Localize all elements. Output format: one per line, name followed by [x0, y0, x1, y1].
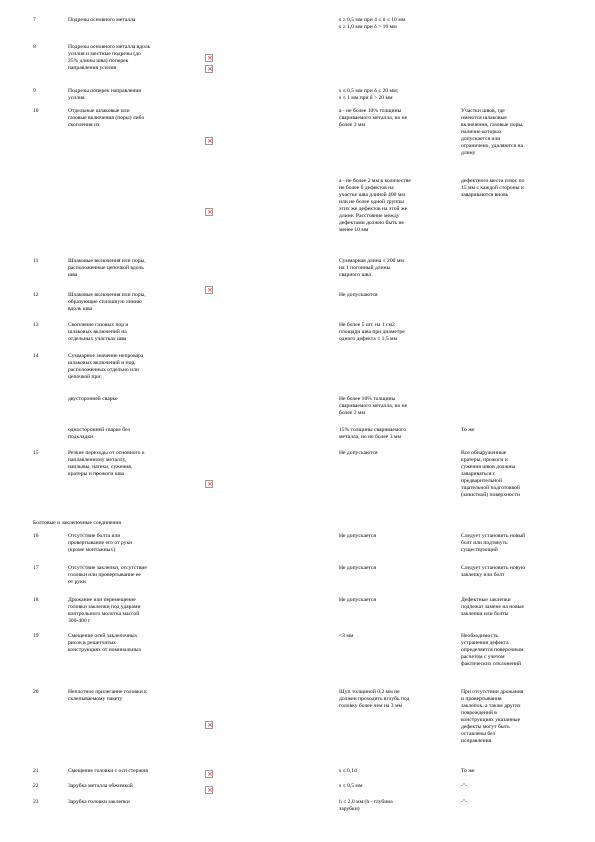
remedy-note-line: наличие которых: [461, 129, 502, 135]
remedy-note-line: дефекты могут быть: [461, 724, 510, 730]
remedy-note: [461, 565, 569, 579]
defect-description-line: конструкциях от номинальных: [68, 647, 142, 653]
requirement-text-line: дефектами должно быть не: [339, 220, 404, 226]
remedy-note-line: -"-: [461, 783, 468, 789]
remedy-note-line: 15 мм с каждой стороны и: [461, 185, 524, 191]
row-number: 8: [33, 44, 36, 50]
requirement-text-line: или не более одной группы: [339, 199, 404, 205]
defect-description-line: рисок в решетчатых: [68, 640, 116, 646]
requirement-text-line: головку более чем на 3 мм: [339, 703, 403, 709]
requirement-text-line: s ≤ 1 мм при δ > 20 мм: [339, 95, 393, 101]
defect-description-line: Шлаковые включения или поры,: [68, 258, 146, 264]
defect-description-line: Резкие переходы от основного к: [68, 450, 145, 456]
defect-description-line: подкладки: [68, 434, 94, 440]
remedy-note: [461, 799, 569, 806]
defect-description-line: наплавленному металлу,: [68, 457, 127, 463]
defect-description: [68, 689, 196, 703]
defect-description: [68, 533, 196, 554]
defect-description-line: наплывы, натеки, сужения,: [68, 464, 133, 470]
defect-description-line: Скопление газовых пор и: [68, 322, 129, 328]
remedy-note-line: При отсутствии дрожания: [461, 689, 524, 695]
defect-description-line: расположенных отдельно или: [68, 367, 139, 373]
requirement-text-line: s ≥ 1,0 мм при δ > 10 мм: [339, 24, 397, 30]
row-number: 18: [33, 597, 39, 603]
broken-image-icon: [205, 480, 213, 488]
defect-description-line: скопления их: [68, 122, 100, 128]
remedy-note-line: заклепок, а также других: [461, 703, 521, 709]
remedy-note-line: Следует установить новую: [461, 565, 526, 571]
requirement-text: [339, 178, 457, 234]
row-number: 19: [33, 633, 39, 639]
requirement-text: [339, 768, 457, 775]
requirement-text-line: Не допускается: [339, 533, 377, 539]
defect-description: [68, 799, 196, 806]
requirement-text: [339, 292, 457, 299]
row-number: 15: [33, 450, 39, 456]
remedy-note-line: То же: [461, 768, 475, 774]
defect-description: [68, 597, 196, 625]
row-number: 22: [33, 783, 39, 789]
requirement-text: [339, 450, 457, 457]
requirement-text: [339, 783, 457, 790]
requirement-text-line: а - не более 2 мм в количестве: [339, 178, 411, 184]
defect-description-line: усилия: [68, 95, 85, 101]
defect-description-line: усилия и местные подрезы (до: [68, 51, 141, 57]
remedy-note: [461, 427, 569, 434]
remedy-note-line: завариваться с: [461, 471, 496, 477]
defect-description-line: Отдельные шлаковые или: [68, 108, 130, 114]
broken-image-icon: [205, 770, 213, 778]
requirement-text-line: не более 6 дефектов на: [339, 185, 394, 191]
row-number: 16: [33, 533, 39, 539]
remedy-note: [461, 633, 569, 668]
requirement-text-line: Щуп толщиной 0,2 мм не: [339, 689, 400, 695]
requirement-text-line: Не допускаются: [339, 450, 378, 456]
requirement-text: [339, 427, 457, 441]
requirement-text-line: Не допускаются: [339, 292, 378, 298]
defect-description-line: газовые включения (поры) либо: [68, 115, 145, 121]
requirement-text-line: <3 мм: [339, 633, 354, 639]
defect-description-line: головки или провертывание ее: [68, 572, 141, 578]
defect-description-line: от руки: [68, 579, 86, 585]
remedy-note-line: Необходимость: [461, 633, 498, 639]
remedy-note-line: устранения дефекта: [461, 640, 509, 646]
broken-image-icon: [205, 137, 213, 145]
defect-description-line: вдоль шва: [68, 306, 93, 312]
defect-description-line: расположенные цепочкой вдоль: [68, 265, 144, 271]
requirement-text: [339, 258, 457, 279]
remedy-note-line: заклепку или болт: [461, 572, 505, 578]
defect-description-line: Подрезы поперек направления: [68, 88, 141, 94]
requirement-text-line: а - не более 10% толщины: [339, 108, 402, 114]
requirement-text-line: площади шва при диаметре: [339, 329, 405, 335]
defect-description: [68, 44, 196, 72]
requirement-text: [339, 689, 457, 710]
defect-description: [68, 322, 196, 343]
defect-description-line: склепываемому пакету: [68, 696, 123, 702]
defect-description-line: односторонней сварке без: [68, 427, 130, 433]
remedy-note-line: -"-: [461, 799, 468, 805]
requirement-text-line: s ≤ 0,1d: [339, 768, 357, 774]
row-number: 23: [33, 799, 39, 805]
requirement-text: [339, 597, 457, 604]
defect-description-line: двусторонней сварке: [68, 396, 118, 402]
row-number: 12: [33, 292, 39, 298]
requirement-text-line: Суммарная длина ≤ 200 мм: [339, 258, 404, 264]
row-number: 14: [33, 353, 39, 359]
remedy-note-line: Все обнаруженные: [461, 450, 507, 456]
requirement-text-line: Не более 10% толщины: [339, 396, 396, 402]
requirement-text-line: менее 10 мм: [339, 227, 369, 233]
defect-description: [68, 353, 196, 381]
requirement-text-line: s ≤ 0,5 мм: [339, 783, 363, 789]
remedy-note-line: То же: [461, 427, 475, 433]
defect-description-line: Суммарное значение непровара: [68, 353, 144, 359]
section-title: Болтовые и заклепочные соединения: [33, 520, 121, 526]
defect-description: [68, 108, 196, 129]
defect-description-line: Зарубка металла обжимкой: [68, 783, 133, 789]
remedy-note-line: (зачисткой) поверхности: [461, 492, 520, 498]
requirement-text-line: более 2 мм: [339, 410, 365, 416]
defect-description: [68, 783, 196, 790]
defect-description-line: (кроме монтажных): [68, 547, 116, 553]
defect-description-line: 300-400 г: [68, 618, 91, 624]
defect-description-line: Дрожание или перемещение: [68, 597, 136, 603]
requirement-text-line: h ≤ 2,0 мм (h - глубина: [339, 799, 393, 805]
defect-description: [68, 17, 196, 24]
remedy-note-line: заклепки или болты: [461, 611, 509, 617]
broken-image-icon: [205, 786, 213, 794]
remedy-note: [461, 768, 569, 775]
broken-image-icon: [205, 54, 213, 62]
row-number: 13: [33, 322, 39, 328]
defect-description-line: Отсутствие болта или: [68, 533, 121, 539]
remedy-note: [461, 450, 569, 499]
requirement-text: [339, 17, 457, 31]
remedy-note: [461, 783, 569, 790]
row-number: 21: [33, 768, 39, 774]
requirement-text-line: на 1 погонный длины: [339, 265, 391, 271]
requirement-text-line: длине. Расстояние между: [339, 213, 400, 219]
row-number: 10: [33, 108, 39, 114]
broken-image-icon: [205, 65, 213, 73]
row-number: 9: [33, 88, 36, 94]
defect-description: [68, 633, 196, 654]
defect-description-line: шва: [68, 272, 78, 278]
defect-description-line: кратеры и прожоги шва: [68, 471, 125, 477]
remedy-note-line: Дефектные заклепки: [461, 597, 511, 603]
requirement-text-line: более 3 мм: [339, 122, 365, 128]
defect-description-line: Смещение головки с оси стержня: [68, 768, 148, 774]
requirement-text-line: Не допускается: [339, 597, 377, 603]
defect-description-line: шлаковых включений на: [68, 329, 127, 335]
defect-description: [68, 427, 196, 441]
requirement-text-line: свариваемого металла, но не: [339, 403, 408, 409]
requirement-text-line: Не допускается: [339, 565, 377, 571]
defect-description-line: Отсутствие заклепки, отсутствие: [68, 565, 147, 571]
defect-description: [68, 88, 196, 102]
broken-image-icon: [205, 721, 213, 729]
remedy-note-line: болт или подтянуть: [461, 540, 508, 546]
broken-image-icon: [205, 286, 213, 294]
requirement-text: [339, 533, 457, 540]
remedy-note-line: и провертывания: [461, 696, 502, 702]
requirement-text-line: свариваемого металла, но не: [339, 115, 408, 121]
remedy-note-line: завариваются вновь: [461, 192, 509, 198]
requirement-text: [339, 322, 457, 343]
row-number: 20: [33, 689, 39, 695]
requirement-text: [339, 633, 457, 640]
requirement-text-line: должен проходить вглубь под: [339, 696, 410, 702]
defect-description-line: Зарубка головки заклепки: [68, 799, 130, 805]
remedy-note-line: предварительной: [461, 478, 502, 484]
defect-description-line: шлаковых включений и пор,: [68, 360, 136, 366]
remedy-note: [461, 178, 569, 199]
remedy-note-line: Следует установить новый: [461, 533, 526, 539]
remedy-note-line: фактических отклонений: [461, 661, 521, 667]
defect-description-line: Шлаковые включения или поры,: [68, 292, 146, 298]
remedy-note: [461, 108, 569, 157]
requirement-text: [339, 799, 457, 813]
requirement-text-line: зарубки): [339, 806, 360, 812]
requirement-text-line: участке шва длиной 400 мм: [339, 192, 405, 198]
row-number: 7: [33, 17, 36, 23]
defect-description-line: Подрезы основного металла вдоль: [68, 44, 151, 50]
defect-description-line: Подрезы основного металла: [68, 17, 136, 23]
remedy-note: [461, 533, 569, 554]
requirement-text: [339, 108, 457, 129]
remedy-note-line: Участки швов, где: [461, 108, 505, 114]
remedy-note-line: имеются шлаковые: [461, 115, 507, 121]
requirement-text-line: одного дефекта ≤ 1,5 мм: [339, 336, 398, 342]
remedy-note-line: определяется поверочным: [461, 647, 524, 653]
remedy-note-line: длину: [461, 150, 476, 156]
requirement-text-line: этих же дефектов на этой же: [339, 206, 408, 212]
defect-description: [68, 450, 196, 478]
remedy-note-line: тщательной подготовкой: [461, 485, 520, 491]
defect-description-line: образующие сплошную линию: [68, 299, 142, 305]
requirement-text-line: s ≥ 0,5 мм при 4 ≤ δ ≤ 10 мм: [339, 17, 406, 23]
defect-description-line: направления усилия: [68, 65, 117, 71]
remedy-note-line: расчетом с учетом: [461, 654, 505, 660]
remedy-note-line: конструкциях указанные: [461, 717, 521, 723]
requirement-text: [339, 565, 457, 572]
defect-description-line: Неплотное прилегание головки к: [68, 689, 147, 695]
defect-description-line: головки заклепки под ударами: [68, 604, 141, 610]
defect-description-line: контрольного молотка массой: [68, 611, 140, 617]
defect-description: [68, 565, 196, 586]
remedy-note-line: включения, газовые поры,: [461, 122, 524, 128]
requirement-text-line: Не более 5 шт. на 1 см2: [339, 322, 395, 328]
remedy-note-line: исправления: [461, 738, 492, 744]
requirement-text: [339, 396, 457, 417]
remedy-note-line: оставлены без: [461, 731, 495, 737]
requirement-text-line: сварного шва: [339, 272, 371, 278]
defect-description: [68, 258, 196, 279]
defect-description: [68, 292, 196, 313]
requirement-text-line: s ≤ 0,5 мм при δ ≤ 20 мм;: [339, 88, 399, 94]
defect-description-line: 25% длины шва) поперек: [68, 58, 129, 64]
remedy-note: [461, 689, 569, 745]
remedy-note-line: дефектного места плюс по: [461, 178, 525, 184]
row-number: 11: [33, 258, 39, 264]
defect-description-line: цепочкой при:: [68, 374, 102, 380]
defect-description-line: провертывание его от руки: [68, 540, 133, 546]
remedy-note-line: подлежат замене на новые: [461, 604, 524, 610]
remedy-note-line: ограничено, удаляются на: [461, 143, 523, 149]
remedy-note-line: кратеры, прожоги и: [461, 457, 508, 463]
defect-description: [68, 768, 196, 775]
defect-description: [68, 396, 196, 403]
requirement-text-line: металла, но не более 3 мм: [339, 434, 401, 440]
broken-image-icon: [205, 208, 213, 216]
remedy-note-line: допускается или: [461, 136, 501, 142]
requirement-text-line: 15% толщины свариваемого: [339, 427, 407, 433]
defect-description-line: Смещение осей заклепочных: [68, 633, 138, 639]
requirement-text: [339, 88, 457, 102]
remedy-note-line: существующий: [461, 547, 498, 553]
defect-description-line: отдельных участках шва: [68, 336, 127, 342]
remedy-note-line: повреждений в: [461, 710, 497, 716]
row-number: 17: [33, 565, 39, 571]
remedy-note: [461, 597, 569, 618]
remedy-note-line: сужения швов должны: [461, 464, 516, 470]
